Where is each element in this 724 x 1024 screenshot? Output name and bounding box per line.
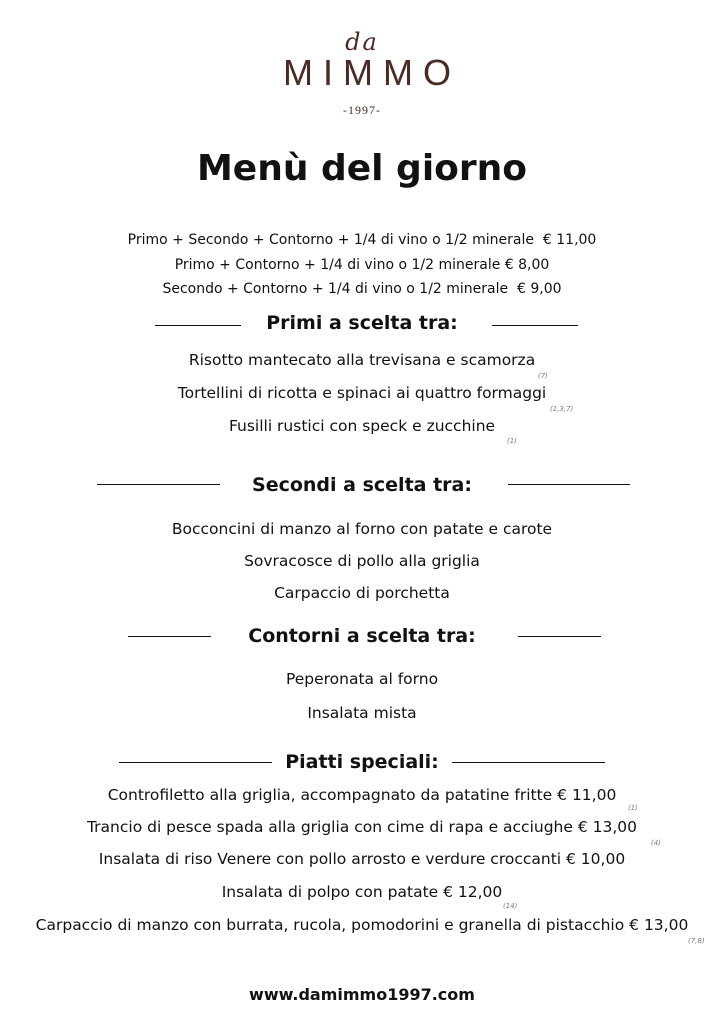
allergen-note: (4) xyxy=(651,839,661,847)
website-link[interactable]: www.damimmo1997.com xyxy=(249,985,475,1004)
page-title: Menù del giorno xyxy=(196,148,528,189)
section-title-primi: Primi a scelta tra: xyxy=(266,312,458,334)
menu-item: Bocconcini di manzo al forno con patate e carote xyxy=(171,520,553,538)
allergen-note: (1) xyxy=(507,437,517,445)
menu-item: Insalata mista xyxy=(307,704,417,722)
menu-item: Carpaccio di manzo con burrata, rucola, pomodorini e granella di pistacchio € 13,00 xyxy=(35,916,689,934)
allergen-note: (1,3,7) xyxy=(550,405,574,413)
menu-item: Sovracosce di pollo alla griglia xyxy=(244,552,480,570)
allergen-note: (14) xyxy=(503,902,518,910)
allergen-note: (7) xyxy=(538,372,548,380)
allergen-note: (1) xyxy=(628,804,638,812)
menu-item: Trancio di pesce spada alla griglia con cime di rapa e acciughe € 13,00 xyxy=(86,818,637,836)
price-line-3: Secondo + Contorno + 1/4 di vino o 1/2 minerale € 9,00 xyxy=(162,281,562,297)
section-title-contorni: Contorni a scelta tra: xyxy=(248,625,476,647)
menu-item: Carpaccio di porchetta xyxy=(274,584,450,602)
price-line-2: Primo + Contorno + 1/4 di vino o 1/2 minerale € 8,00 xyxy=(174,257,550,273)
menu-item: Fusilli rustici con speck e zucchine xyxy=(228,417,496,435)
section-title-speciali: Piatti speciali: xyxy=(285,751,439,773)
logo-script: da xyxy=(345,28,379,56)
menu-item: Tortellini di ricotta e spinaci ai quattro formaggi xyxy=(177,384,547,402)
menu-item: Controfiletto alla griglia, accompagnato da patatine fritte € 11,00 xyxy=(107,786,617,804)
menu-item: Risotto mantecato alla trevisana e scamorza xyxy=(188,351,536,369)
price-line-1: Primo + Secondo + Contorno + 1/4 di vino o 1/2 minerale € 11,00 xyxy=(127,232,597,248)
logo-name: MIMMO xyxy=(283,52,461,93)
menu-item: Peperonata al forno xyxy=(285,670,439,688)
allergen-note: (7,8) xyxy=(688,937,705,945)
logo-year: -1997- xyxy=(343,103,381,117)
menu-item: Insalata di polpo con patate € 12,00 xyxy=(221,883,503,901)
section-title-secondi: Secondi a scelta tra: xyxy=(252,474,472,496)
menu-item: Insalata di riso Venere con pollo arrosto e verdure croccanti € 10,00 xyxy=(98,850,626,868)
